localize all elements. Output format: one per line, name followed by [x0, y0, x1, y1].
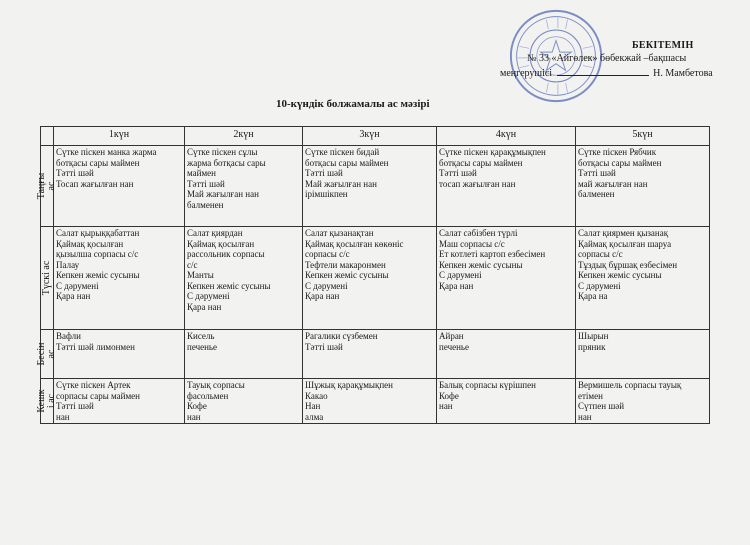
menu-item: Салат қиярмен қызанақ [578, 228, 669, 238]
menu-item: С дәрумені [305, 280, 348, 291]
table-header-row [41, 127, 710, 146]
menu-item: Тұздық бұршақ езбесімен [578, 259, 678, 270]
menu-item: балменен [187, 199, 224, 210]
menu-item: Тәтті шәй [439, 168, 477, 178]
header-day-1: 1күн [54, 127, 185, 146]
menu-item: Салат сәбізбен түрлі [439, 228, 518, 238]
menu-cell-day-1 [54, 146, 185, 227]
menu-item: Тефтели макаронмен [305, 259, 386, 270]
menu-item: Қара на [578, 291, 608, 301]
menu-cell-day-1 [54, 330, 185, 379]
menu-item: Қара нан [439, 280, 474, 291]
menu-cell-day-2 [185, 146, 303, 227]
menu-table [36, 126, 710, 424]
menu-item: Кофе [187, 401, 207, 411]
menu-item: Кепкен жеміс сусыны [187, 280, 271, 291]
approval-name: Н. Мамбетова [653, 68, 713, 79]
menu-item: тосап жағылған нан [439, 178, 516, 189]
menu-item: Тәтті шәй [187, 178, 225, 189]
menu-item: сорпасы с/с [578, 249, 623, 259]
meal-label: Түскі ас [41, 260, 52, 296]
menu-item: пряник [578, 341, 606, 352]
menu-item: С дәрумені [439, 270, 482, 280]
menu-item: Сүтке піскен Артек [56, 380, 131, 390]
approval-signatory [500, 66, 713, 79]
menu-item: етімен [578, 390, 603, 401]
menu-item: Тәтті шәй [305, 168, 343, 178]
menu-item: ботқасы сары маймен [56, 157, 140, 168]
menu-item: нан [439, 401, 453, 411]
menu-item: с/с [187, 259, 198, 270]
menu-item: ірімшікпен [305, 189, 348, 199]
table-row-breakfast [41, 146, 710, 227]
menu-item: Қаймақ қосылған шаруа [578, 238, 672, 249]
menu-item: Манты [187, 270, 214, 280]
menu-item: Тәтті шәй лимонмен [56, 341, 135, 352]
menu-item: Қаймақ қосылған [56, 238, 124, 249]
menu-cell-day-1 [54, 379, 185, 424]
menu-item: печенье [439, 341, 470, 352]
menu-cell-day-4 [437, 146, 576, 227]
menu-cell-day-5 [576, 330, 710, 379]
menu-item: ботқасы сары маймен [305, 157, 389, 168]
menu-cell-day-5 [576, 227, 710, 330]
menu-cell-day-2 [185, 227, 303, 330]
menu-item: фасольмен [187, 390, 229, 401]
header-day-5: 5күн [576, 127, 710, 146]
menu-item: балменен [578, 189, 615, 199]
menu-item: Қаймақ қосылған көкөніс [305, 238, 404, 249]
menu-item: Шұжық қарақұмықпен [305, 380, 393, 390]
menu-item: печенье [187, 341, 218, 352]
menu-cell-day-5 [576, 146, 710, 227]
menu-item: С дәрумені [578, 280, 621, 291]
menu-item: сорпасы с/с [305, 249, 350, 259]
menu-cell-day-4 [437, 379, 576, 424]
menu-cell-day-3 [303, 330, 437, 379]
menu-cell-day-3 [303, 146, 437, 227]
menu-item: Тәтті шәй [305, 341, 343, 352]
menu-item: Қара нан [305, 291, 340, 301]
menu-item: Тосап жағылған нан [56, 178, 134, 189]
approval-organization: № 33 «Айгөлек» бөбекжай –бақшасы [527, 53, 687, 64]
menu-item: Тәтті шәй [56, 168, 94, 178]
menu-item: Сүтке піскен Рябчик [578, 147, 657, 157]
document-title: 10-күндік болжамалы ас мәзірі [276, 98, 430, 110]
menu-item: жарма ботқасы сары [187, 157, 266, 168]
table-row-lunch [41, 227, 710, 330]
meal-label-cell [36, 330, 57, 379]
menu-cell-day-3 [303, 379, 437, 424]
menu-cell-day-3 [303, 227, 437, 330]
menu-item: Тәтті шәй [578, 168, 616, 178]
menu-item: Сүтке піскен манка жарма [56, 147, 157, 157]
header-day-4: 4күн [437, 127, 576, 146]
menu-item: нан [56, 411, 70, 422]
menu-item: Сүтке піскен қарақұмықпен [439, 147, 546, 157]
menu-item: Кисель [187, 331, 215, 341]
menu-cell-day-4 [437, 227, 576, 330]
menu-item: қызылша сорпасы с/с [56, 249, 139, 259]
menu-item: Маш сорпасы с/с [439, 238, 505, 249]
meal-label-cell [41, 227, 54, 330]
menu-item: Қара нан [187, 301, 222, 312]
menu-item: Какао [305, 390, 328, 401]
menu-item: сорпасы сары маймен [56, 390, 140, 401]
menu-item: Палау [56, 259, 80, 270]
menu-item: С дәрумені [56, 280, 99, 291]
menu-item: Нан [305, 401, 321, 411]
menu-item: рассольник сорпасы [187, 249, 265, 259]
menu-item: Салат қиярдан [187, 228, 243, 238]
menu-item: Кофе [439, 390, 459, 401]
menu-item: Сүтке піскен бидай [305, 147, 380, 157]
menu-item: Май жағылған нан [305, 178, 377, 189]
menu-cell-day-2 [185, 330, 303, 379]
meal-label: Кешк і ас [36, 389, 57, 413]
menu-item: Ет котлеті картоп езбесімен [439, 249, 546, 259]
menu-item: Кепкен жеміс сусыны [578, 270, 662, 280]
menu-cell-day-2 [185, 379, 303, 424]
header-corner [41, 127, 54, 146]
menu-item: алма [305, 411, 324, 422]
menu-item: маймен [187, 168, 216, 178]
menu-item: Салат қырыққабаттан [56, 228, 140, 238]
meal-label: Таңғы ас [36, 172, 57, 200]
menu-item: Май жағылған нан [187, 189, 259, 199]
menu-item: май жағылған нан [578, 178, 648, 189]
menu-item: Салат қызанақтан [305, 228, 374, 238]
signature-line [557, 66, 649, 76]
table-row-dinner [41, 379, 710, 424]
menu-item: Шырын [578, 331, 609, 341]
menu-cell-day-5 [576, 379, 710, 424]
menu-item: Балық сорпасы күрішпен [439, 380, 536, 390]
menu-item: нан [187, 411, 201, 422]
menu-item: нан [578, 411, 592, 422]
approval-position: меңгерушісі [500, 68, 553, 79]
menu-item: Кепкен жеміс сусыны [56, 270, 140, 280]
menu-item: Кепкен жеміс сусыны [439, 259, 523, 270]
menu-item: Қаймақ қосылған [187, 238, 255, 249]
menu-item: Тәтті шәй [56, 401, 94, 411]
menu-item: Сүтпен шәй [578, 401, 625, 411]
header-day-2: 2күн [185, 127, 303, 146]
menu-item: Кепкен жеміс сусыны [305, 270, 389, 280]
menu-item: Вафли [56, 331, 81, 341]
approval-title: БЕКІТЕМІН [632, 40, 694, 51]
meal-label-cell [36, 146, 57, 227]
menu-cell-day-4 [437, 330, 576, 379]
menu-item: Сүтке піскен сұлы [187, 147, 258, 157]
menu-item: Айран [439, 331, 464, 341]
meal-label: Бесін ас [36, 342, 57, 366]
menu-cell-day-1 [54, 227, 185, 330]
menu-item: Рагалики сүзбемен [305, 331, 378, 341]
menu-item: ботқасы сары маймен [578, 157, 662, 168]
menu-item: Вермишель сорпасы тауық [578, 380, 682, 390]
table-row-afternoon-snack [41, 330, 710, 379]
menu-item: С дәрумені [187, 291, 230, 301]
menu-item: Тауық сорпасы [187, 380, 245, 390]
menu-item: Қара нан [56, 291, 91, 301]
menu-item: ботқасы сары маймен [439, 157, 523, 168]
header-day-3: 3күн [303, 127, 437, 146]
meal-label-cell [36, 379, 57, 424]
